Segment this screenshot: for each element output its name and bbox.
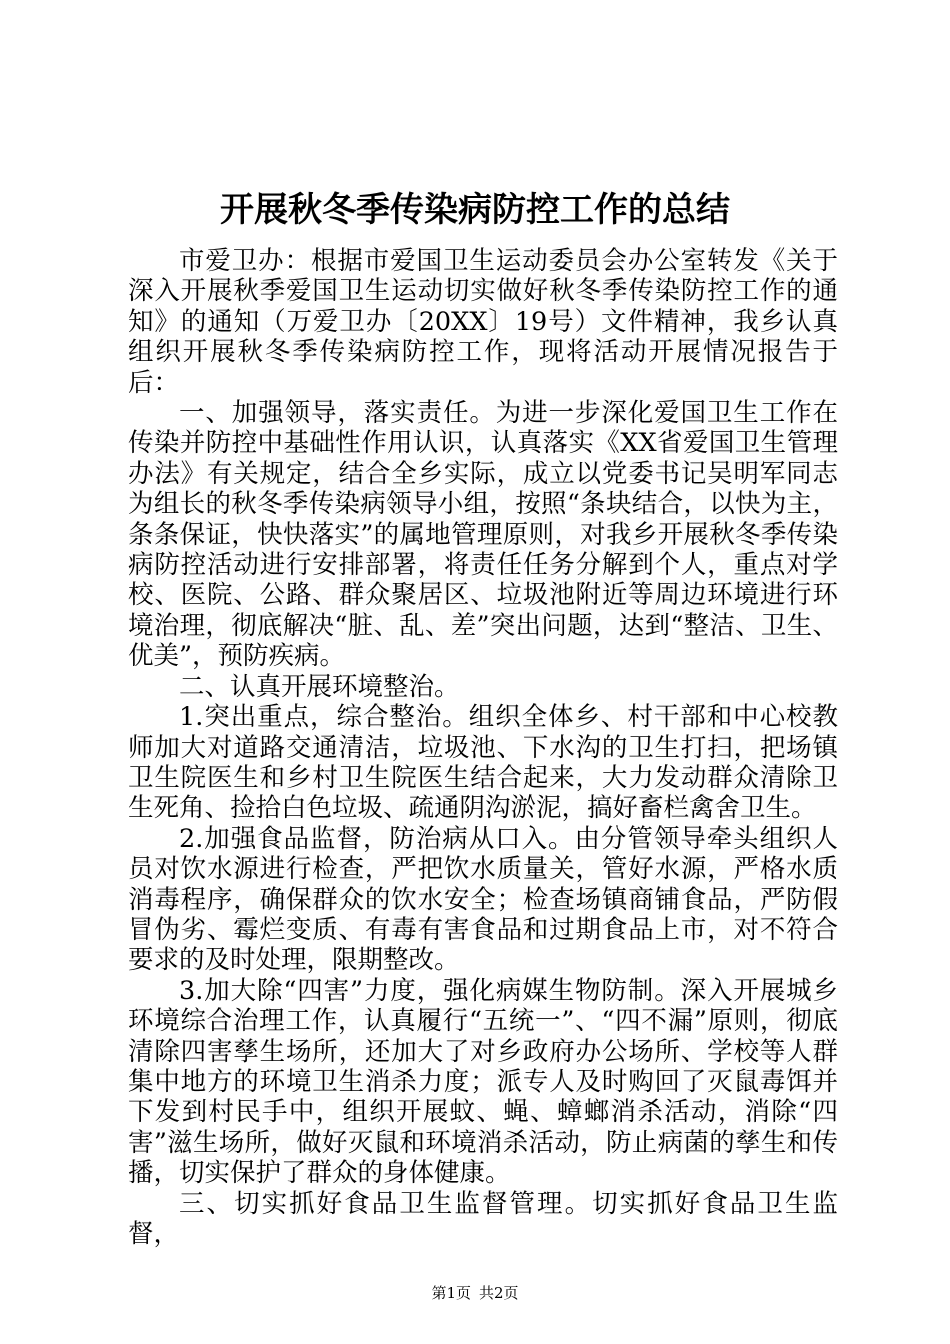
paragraph-section-1: 一、加强领导，落实责任。为进一步深化爱国卫生工作在传染并防控中基础性作用认识，认真落实《XX省爱国卫生管理办法》有关规定，结合全乡实际，成立以党委书记吴明军同志为组长的秋冬季传染病领导小组，按照“条块结合，以快为主，条条保证，快快落实”的属地管理原则，对我乡开展秋冬季传染病防控活动进行安排部署，将责任任务分解到个人，重点对学校、医院、公路、群众聚居区、垃圾池附近等周边环境进行环境治理，彻底解决“脏、乱、差”突出问题，达到“整洁、卫生、优美”，预防疾病。 [128, 398, 838, 672]
paragraph-item-2: 2.加强食品监督，防治病从口入。由分管领导牵头组织人员对饮水源进行检查，严把饮水质量关，管好水源，严格水质消毒程序，确保群众的饮水安全；检查场镇商铺食品，严防假冒伪劣、霉烂变质、有毒有害食品和过期食品上市，对不符合要求的及时处理，限期整改。 [128, 823, 838, 976]
page-footer [0, 1283, 950, 1303]
paragraph-section-3: 三、切实抓好食品卫生监督管理。切实抓好食品卫生监督， [128, 1188, 838, 1249]
document-title: 开展秋冬季传染病防控工作的总结 [220, 190, 730, 230]
paragraph-item-1: 1.突出重点，综合整治。组织全体乡、村干部和中心校教师加大对道路交通清洁，垃圾池、下水沟的卫生打扫，把场镇卫生院医生和乡村卫生院医生结合起来，大力发动群众清除卫生死角、捡拾白色垃圾、疏通阴沟淤泥，搞好畜栏禽舍卫生。 [128, 702, 838, 824]
paragraph-item-3: 3.加大除“四害”力度，强化病媒生物防制。深入开展城乡环境综合治理工作，认真履行“五统一”、“四不漏”原则，彻底清除四害孳生场所，还加大了对乡政府办公场所、学校等人群集中地方的环境卫生消杀力度；派专人及时购回了灭鼠毒饵并下发到村民手中，组织开展蚊、蝇、蟑螂消杀活动，消除“四害”滋生场所，做好灭鼠和环境消杀活动，防止病菌的孳生和传播，切实保护了群众的身体健康。 [128, 975, 838, 1189]
page-total: 共2页 [479, 1284, 519, 1302]
document-body [128, 246, 838, 1249]
page-number: 第1页 [431, 1284, 471, 1302]
paragraph-intro: 市爱卫办：根据市爱国卫生运动委员会办公室转发《关于深入开展秋季爱国卫生运动切实做好秋冬季传染防控工作的通知》的通知（万爱卫办〔20XX〕19号）文件精神，我乡认真组织开展秋冬季传染病防控工作，现将活动开展情况报告于后： [128, 246, 838, 398]
paragraph-section-2-heading: 二、认真开展环境整治。 [179, 671, 460, 702]
